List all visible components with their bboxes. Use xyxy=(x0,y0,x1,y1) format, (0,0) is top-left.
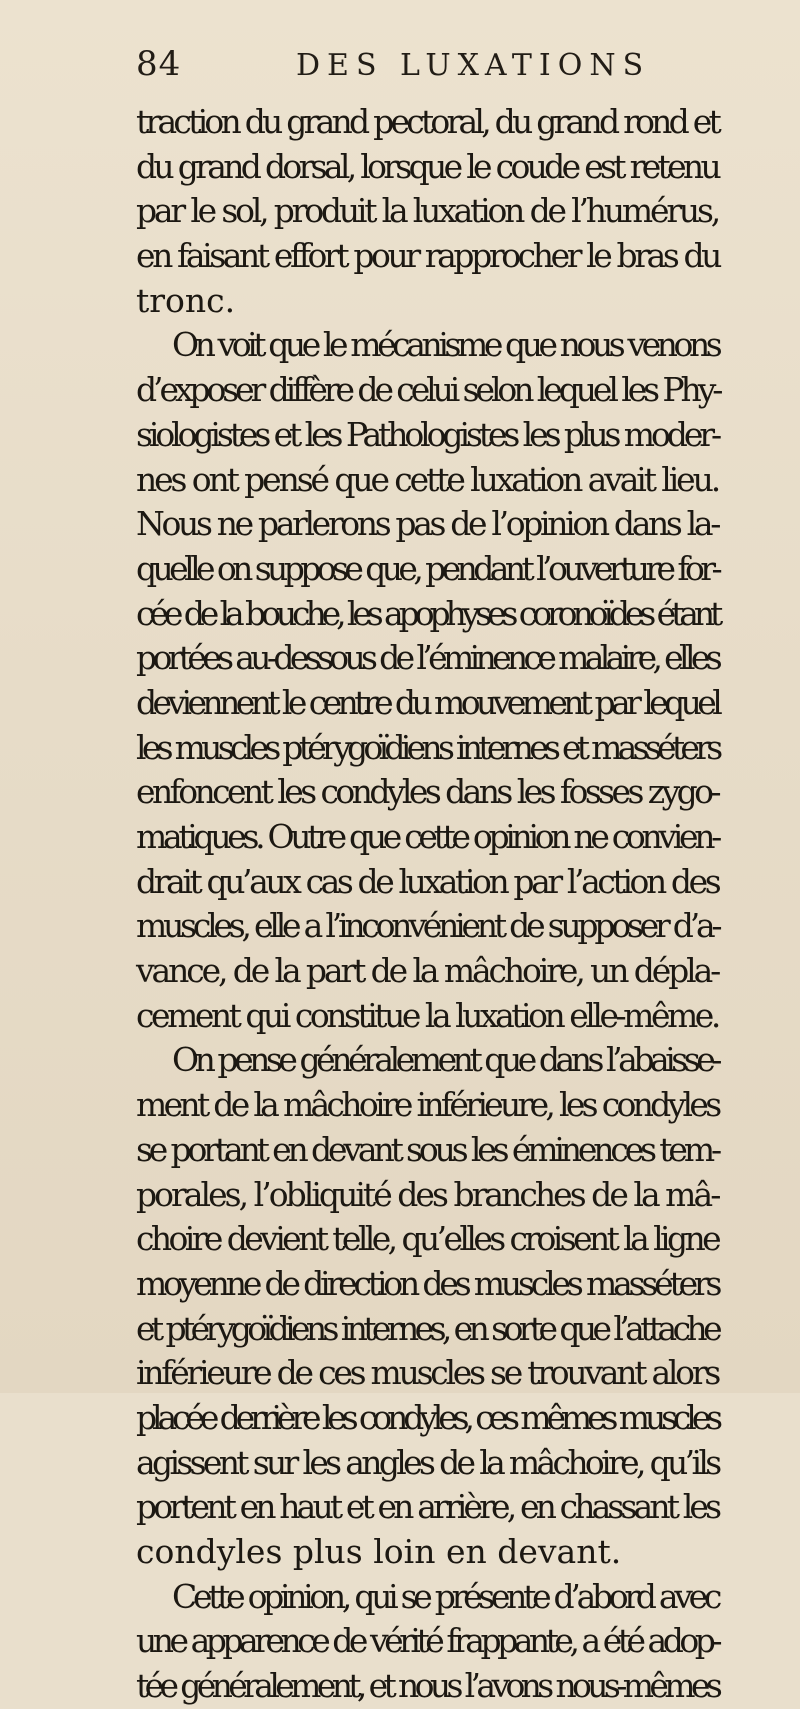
text-line: cement qui constitue la luxation elle-même. xyxy=(136,995,718,1035)
text-line: par le sol, produit la luxation de l’humérus, xyxy=(136,191,718,231)
text-line: les muscles ptérygoïdiens internes et masséters xyxy=(136,727,719,767)
text-line: nes ont pensé que cette luxation avait lieu. xyxy=(136,459,719,499)
page-number: 84 xyxy=(136,44,182,84)
page-header xyxy=(136,44,696,90)
text-line: moyenne de direction des muscles masséters xyxy=(136,1263,719,1303)
text-line: portées au-dessous de l’éminence malaire, elles xyxy=(136,638,718,678)
text-line: traction du grand pectoral, du grand rond et xyxy=(136,102,718,141)
text-line: Nous ne parlerons pas de l’opinion dans la- xyxy=(136,504,718,544)
text-line: se portant en devant sous les éminences tem- xyxy=(136,1129,718,1169)
text-line: On pense généralement que dans l’abaisse- xyxy=(172,1040,718,1080)
text-line: d’exposer diffère de celui selon lequel les Phy- xyxy=(136,370,720,410)
text-line: muscles, elle a l’inconvénient de supposer d’a- xyxy=(136,906,719,946)
text-line: On voit que le mécanisme que nous venons xyxy=(172,325,719,365)
running-head: DES LUXATIONS xyxy=(296,48,651,83)
text-line: une apparence de vérité frappante, a été adop- xyxy=(136,1621,718,1661)
text-line: en faisant effort pour rapprocher le bras du xyxy=(136,236,720,276)
text-line: et ptérygoïdiens internes, en sorte que l’attache xyxy=(136,1308,718,1348)
text-line: deviennent le centre du mouvement par lequel xyxy=(136,682,719,722)
text-line: matiques. Outre que cette opinion ne convien- xyxy=(136,817,718,856)
text-line: vance, de la part de la mâchoire, un dépla- xyxy=(136,951,719,991)
text-line: du grand dorsal, lorsque le coude est retenu xyxy=(136,146,718,186)
text-line: porales, l’obliquité des branches de la mâ- xyxy=(136,1174,719,1214)
text-line: inférieure de ces muscles se trouvant alors xyxy=(136,1353,718,1393)
text-line: choire devient telle, qu’elles croisent la ligne xyxy=(136,1219,719,1259)
text-line: quelle on suppose que, pendant l’ouverture for- xyxy=(136,548,718,588)
text-line: Cette opinion, qui se présente d’abord avec xyxy=(172,1576,718,1616)
text-line: agissent sur les angles de la mâchoire, qu’ils xyxy=(136,1442,719,1482)
text-line: ment de la mâchoire inférieure, les condyles xyxy=(136,1085,719,1125)
text-line: condyles plus loin en devant. xyxy=(136,1532,622,1571)
text-line: tronc. xyxy=(136,280,236,320)
text-line: cée de la bouche, les apophyses coronoïdes étant xyxy=(136,593,719,633)
body-text xyxy=(136,100,718,1709)
text-line: placée derrière les condyles, ces mêmes muscles xyxy=(136,1397,718,1437)
text-line: tée généralement, et nous l’avons nous-mêmes xyxy=(136,1666,719,1706)
text-line: drait qu’aux cas de luxation par l’action des xyxy=(136,861,719,901)
text-line: portent en haut et en arrière, en chassant les xyxy=(136,1487,719,1527)
text-line: enfoncent les condyles dans les fosses zygo- xyxy=(136,772,718,812)
text-line: siologistes et les Pathologistes les plus moder- xyxy=(136,414,719,454)
